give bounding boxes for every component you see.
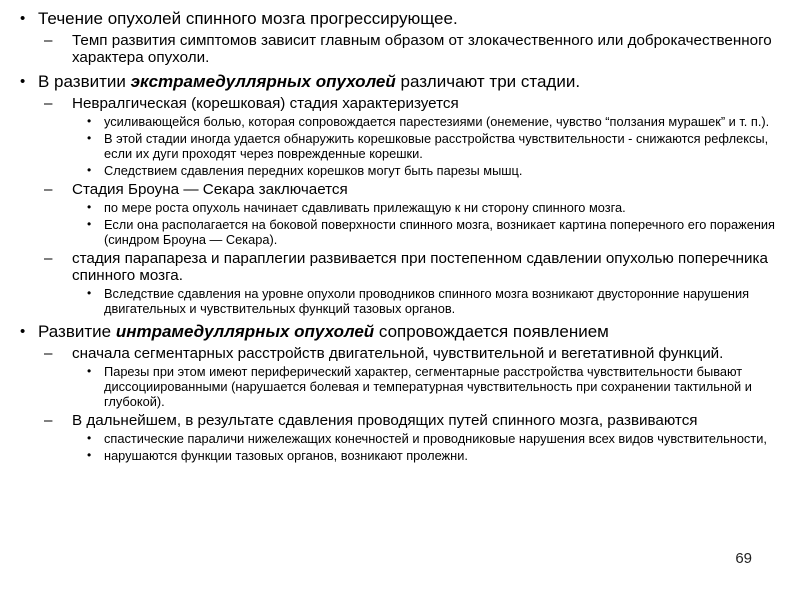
bullet-text: Темп развития симптомов зависит главным образом от злокачественного или доброкачественного характера опухоли.: [72, 32, 772, 66]
bullet-l2: [14, 181, 784, 198]
dash-icon: –: [44, 345, 53, 362]
bullet-text: Если она располагается на боковой поверхности спинного мозга, возникает картина поперечного его поражения (синдром Броуна — Секара).: [104, 217, 775, 247]
bullet-l2: [14, 95, 784, 112]
bullet-text: В дальнейшем, в результате сдавления проводящих путей спинного мозга, развиваются: [72, 412, 698, 429]
bullet-icon: •: [87, 163, 92, 177]
bullet-icon: •: [87, 217, 92, 231]
bullet-icon: •: [87, 114, 92, 128]
bullet-text: спастические параличи нижележащих конечностей и проводниковые нарушения всех видов чувствительности,: [104, 431, 767, 446]
bullet-icon: •: [20, 10, 26, 27]
bullet-text-emphasis: интрамедуллярных опухолей: [115, 322, 375, 341]
bullet-text: Парезы при этом имеют периферический характер, сегментарные расстройства чувствительности бывают диссоциированными (нарушается болевая и температурная чувствительность при сохранении тактильной и глубокой).: [104, 364, 752, 409]
dash-icon: –: [44, 250, 53, 267]
bullet-text-post: сопровождается появлением: [374, 322, 609, 341]
dash-icon: –: [44, 412, 53, 429]
bullet-l3: [14, 286, 784, 316]
bullet-icon: •: [87, 131, 92, 145]
bullet-l2: [14, 345, 784, 362]
dash-icon: –: [44, 32, 53, 49]
bullet-icon: •: [20, 323, 26, 340]
dash-icon: –: [44, 95, 53, 112]
bullet-text: В этой стадии иногда удается обнаружить корешковые расстройства чувствительности - снижаются рефлексы, если их дуги проходят через поврежденные корешки.: [104, 131, 769, 161]
bullet-l1: [14, 72, 784, 92]
bullet-text: Невралгическая (корешковая) стадия характеризуется: [72, 95, 459, 112]
bullet-text: Течение опухолей спинного мозга прогрессирующее.: [38, 9, 458, 28]
bullet-l3: [14, 217, 784, 247]
bullet-icon: •: [87, 200, 92, 214]
bullet-l2: [14, 32, 784, 66]
bullet-l1: [14, 322, 784, 342]
bullet-text: стадия парапареза и параплегии развивается при постепенном сдавлении опухолью поперечника спинного мозга.: [72, 250, 768, 284]
bullet-l3: [14, 364, 784, 409]
bullet-l3: [14, 163, 784, 178]
slide-content: [14, 6, 784, 463]
bullet-icon: •: [87, 364, 92, 378]
bullet-text-pre: Развитие: [38, 322, 116, 341]
bullet-text-post: различают три стадии.: [395, 72, 581, 91]
bullet-l3: [14, 200, 784, 215]
bullet-icon: •: [87, 431, 92, 445]
bullet-icon: •: [20, 73, 26, 90]
bullet-icon: •: [87, 448, 92, 462]
bullet-icon: •: [87, 286, 92, 300]
bullet-l1: [14, 9, 784, 29]
bullet-text: Стадия Броуна — Секара заключается: [72, 181, 348, 198]
bullet-text: по мере роста опухоль начинает сдавливать прилежащую к ни сторону спинного мозга.: [104, 200, 626, 215]
dash-icon: –: [44, 181, 53, 198]
bullet-text: Вследствие сдавления на уровне опухоли проводников спинного мозга возникают двусторонние нарушения двигательных и чувствительных функций тазовых органов.: [104, 286, 750, 316]
bullet-text-pre: В развитии: [38, 72, 131, 91]
bullet-l3: [14, 448, 784, 463]
bullet-text-emphasis: экстрамедуллярных опухолей: [130, 72, 396, 91]
bullet-text: нарушаются функции тазовых органов, возникают пролежни.: [104, 448, 468, 463]
bullet-l3: [14, 431, 784, 446]
bullet-text: усиливающейся болью, которая сопровождается парестезиями (онемение, чувство “ползания мурашек” и т. п.).: [104, 114, 770, 129]
bullet-l3: [14, 131, 784, 161]
bullet-text: Следствием сдавления передних корешков могут быть парезы мышц.: [104, 163, 523, 178]
bullet-l2: [14, 412, 784, 429]
bullet-l3: [14, 114, 784, 129]
page-number: 69: [735, 550, 752, 567]
bullet-l2: [14, 250, 784, 284]
bullet-text: сначала сегментарных расстройств двигательной, чувствительной и вегетативной функций.: [72, 345, 724, 362]
